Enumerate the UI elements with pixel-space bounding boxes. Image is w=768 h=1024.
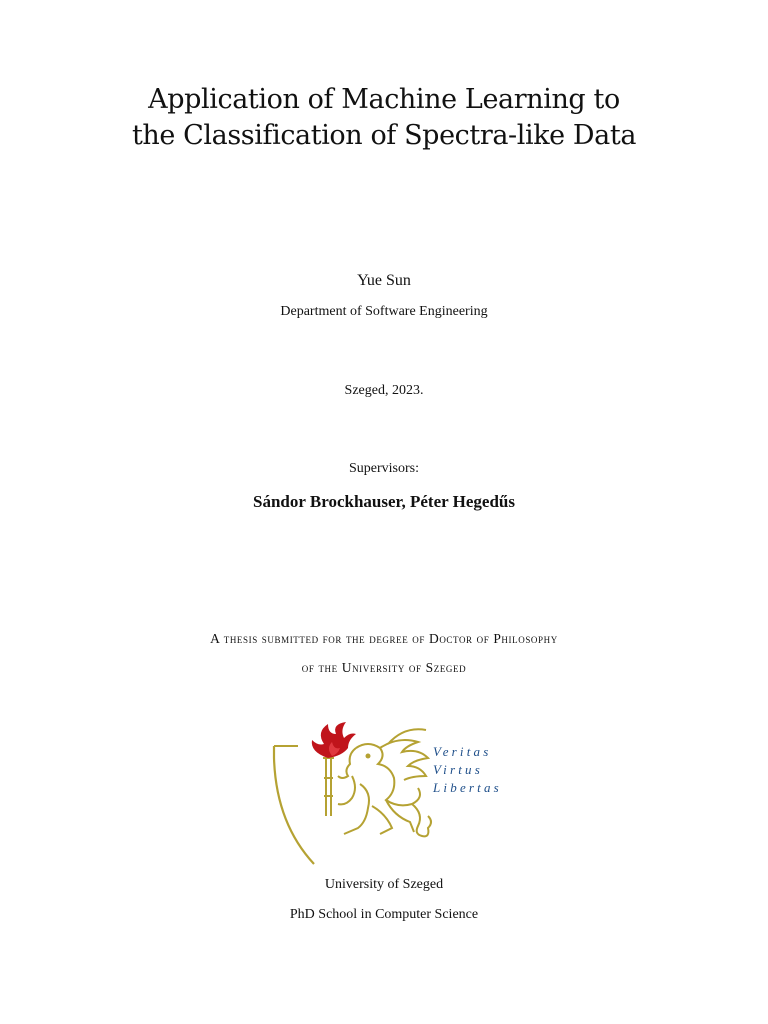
motto-veritas: Veritas xyxy=(433,744,492,759)
author-name: Yue Sun xyxy=(357,272,411,289)
thesis-statement-line-2: of the University of Szeged xyxy=(301,660,467,675)
thesis-title xyxy=(0,82,768,154)
school-name: PhD School in Computer Science xyxy=(289,907,479,922)
university-name: University of Szeged xyxy=(324,877,444,892)
place-date: Szeged, 2023. xyxy=(344,383,424,398)
motto-libertas: Libertas xyxy=(433,780,502,795)
supervisors-label: Supervisors: xyxy=(349,461,419,476)
thesis-title-line-2: the Classification of Spectra-like Data xyxy=(131,120,637,151)
supervisors-names: Sándor Brockhauser, Péter Hegedűs xyxy=(253,492,515,511)
motto-virtus: Virtus xyxy=(433,762,484,777)
thesis-title-line-1: Application of Machine Learning to xyxy=(148,84,620,115)
department: Department of Software Engineering xyxy=(280,304,488,319)
thesis-statement-line-1: A thesis submitted for the degree of Doctor of Philosophy xyxy=(210,631,558,646)
